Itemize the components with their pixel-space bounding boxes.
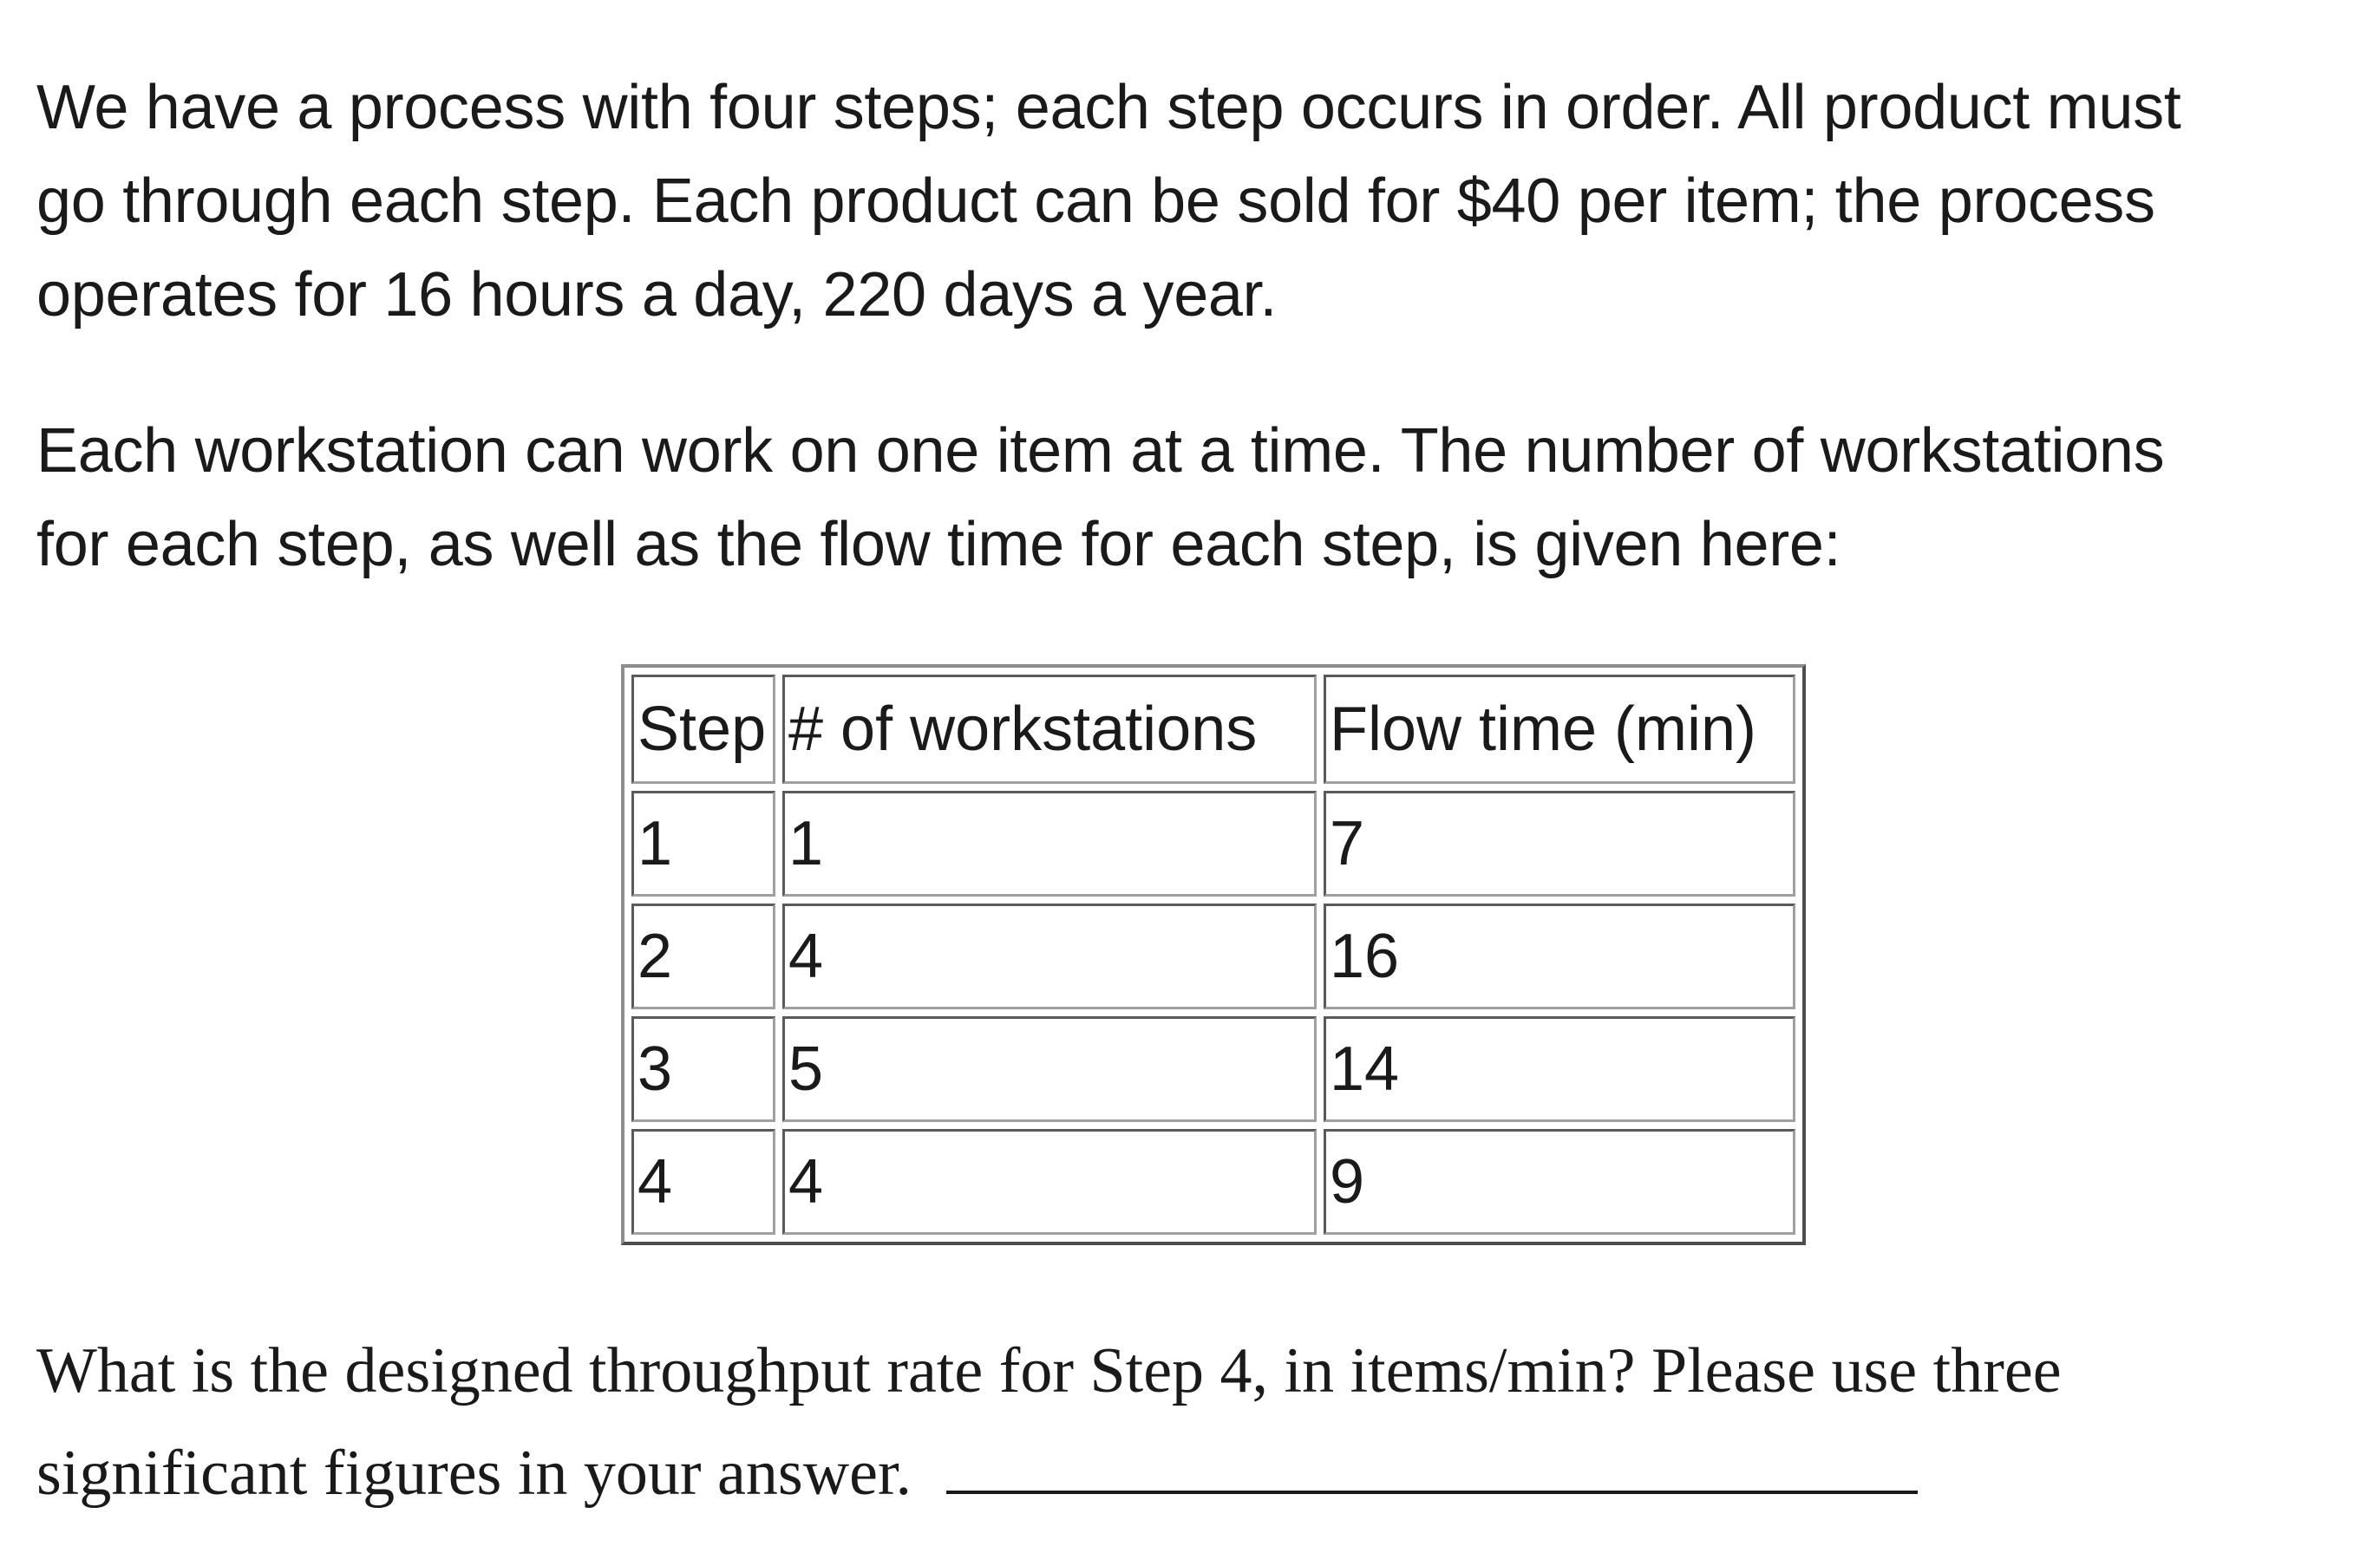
table-header-row [631,675,1795,784]
question-block [36,1320,2292,1524]
cell-flow-time: 16 [1324,904,1795,1009]
intro-paragraph-2: Each workstation can work on one item at a time. The number of workstations for each step, as well as the flow time for each step, is given here: [36,416,2165,579]
cell-step: 4 [631,1129,775,1235]
table-row [631,1016,1795,1122]
cell-workstations: 1 [782,791,1317,897]
header-flow-time: Flow time (min) [1324,675,1795,784]
process-table [621,664,1806,1245]
cell-flow-time: 14 [1324,1016,1795,1122]
question-text: What is the designed throughput rate for Step 4, in items/min? Please use three significant figures in your answer. [36,1335,2062,1509]
table-row [631,1129,1795,1235]
header-workstations: # of workstations [782,675,1317,784]
cell-step: 2 [631,904,775,1009]
header-step: Step [631,675,775,784]
cell-workstations: 4 [782,904,1317,1009]
cell-step: 3 [631,1016,775,1122]
answer-blank[interactable] [946,1491,1918,1494]
cell-workstations: 5 [782,1016,1317,1122]
table-row [631,904,1795,1009]
cell-flow-time: 9 [1324,1129,1795,1235]
process-table-wrapper [621,664,2361,1245]
cell-workstations: 4 [782,1129,1317,1235]
cell-step: 1 [631,791,775,897]
intro-paragraph-1: We have a process with four steps; each step occurs in order. All product must go through each step. Each product can be sold for $40 per item; the process operates for 16 hours a day, 220 days a year. [36,73,2181,330]
problem-content [36,61,2361,1524]
table-row [631,791,1795,897]
cell-flow-time: 7 [1324,791,1795,897]
